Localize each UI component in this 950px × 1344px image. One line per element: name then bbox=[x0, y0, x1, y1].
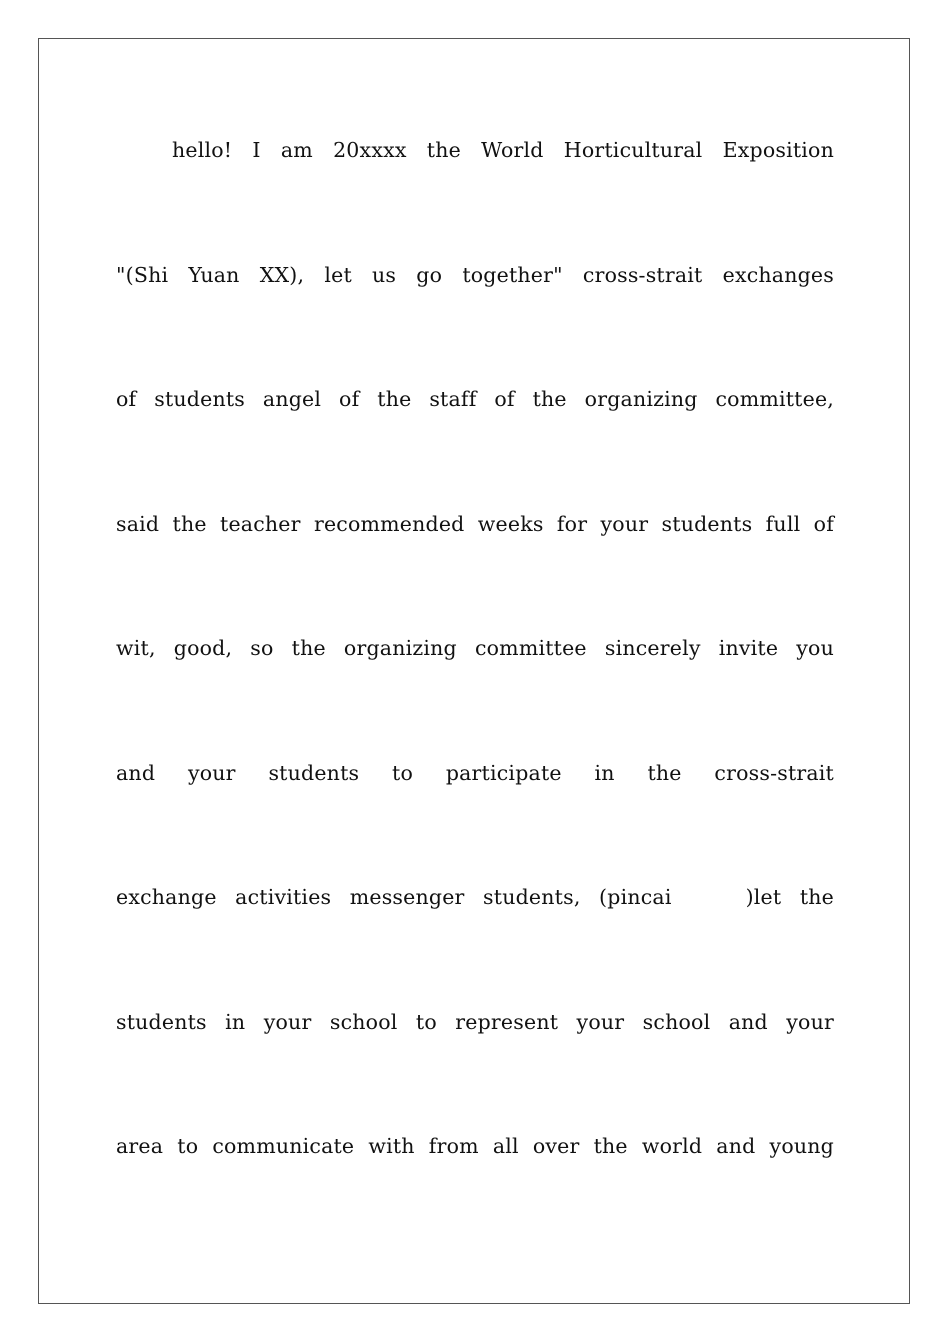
paragraph-line-2: "(Shi Yuan XX), let us go together" cross-strait exchanges bbox=[116, 262, 834, 287]
paragraph-line-1: hello! I am 20xxxx the World Horticultural Exposition bbox=[172, 138, 834, 162]
paragraph-line-7: exchange activities messenger students, (pincai )let the bbox=[116, 885, 834, 909]
paragraph-line-5: wit, good, so the organizing committee sincerely invite you bbox=[116, 636, 834, 660]
paragraph-line-4: said the teacher recommended weeks for your students full of bbox=[116, 511, 834, 536]
paragraph-line-8: students in your school to represent your school and your bbox=[116, 1009, 834, 1034]
paragraph-line-9: area to communicate with from all over the world and young bbox=[116, 1134, 834, 1158]
paragraph-line-6: and your students to participate in the cross-strait bbox=[116, 760, 834, 785]
paragraph-line-3: of students angel of the staff of the organizing committee, bbox=[116, 387, 834, 411]
document-body bbox=[116, 128, 834, 1249]
